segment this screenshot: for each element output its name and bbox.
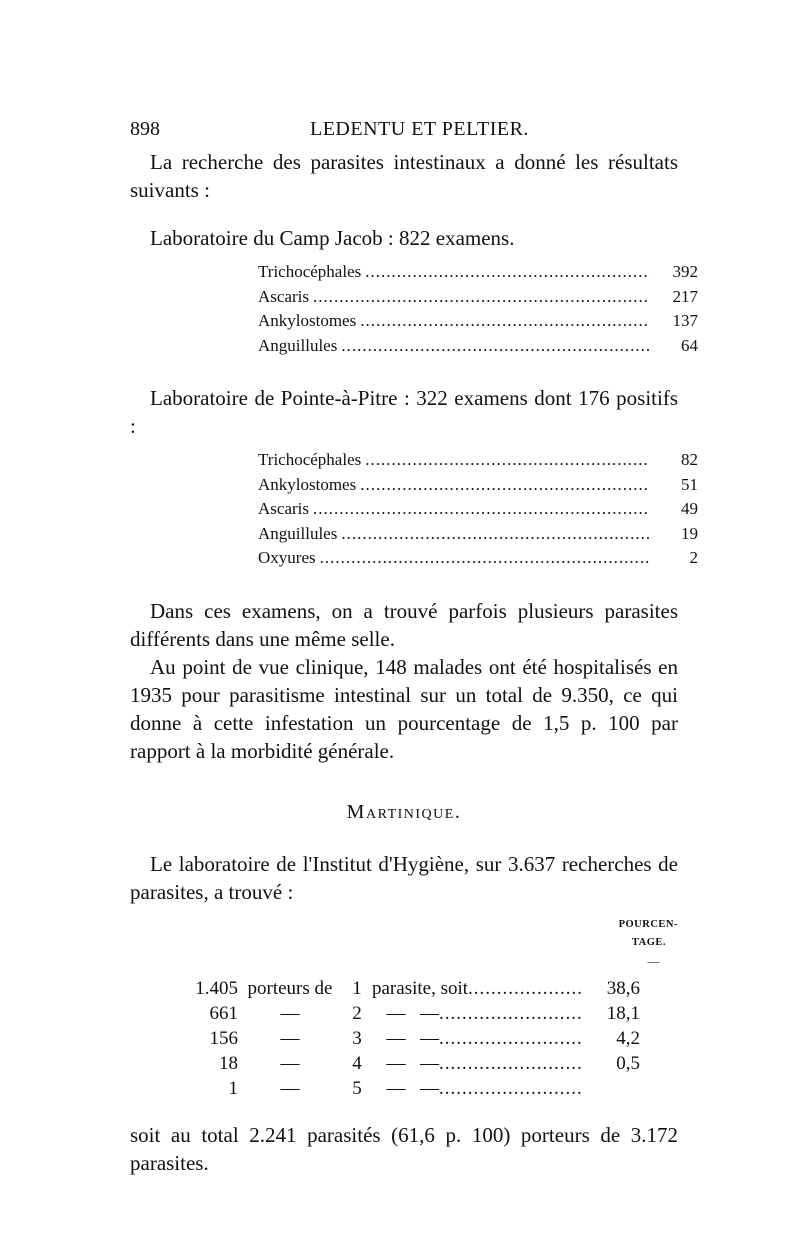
parasite-count: 19 [681, 523, 698, 543]
parasite-count: 392 [672, 262, 698, 281]
pct-header-line1: POURCEN- [618, 918, 678, 930]
lab2-row [258, 546, 698, 571]
leader-dots [313, 285, 650, 310]
leader-dots [313, 497, 650, 522]
percentage-value: 38,6 [606, 977, 640, 999]
parasite-number: 4 [352, 1052, 362, 1074]
parasite-number: 1 [352, 977, 362, 999]
leader-dots [360, 473, 650, 498]
carrier-count: 661 [209, 1002, 238, 1024]
leader-dots [341, 334, 650, 359]
intro-paragraph: La recherche des parasites intestinaux a donné les résultats suivants : [130, 150, 678, 202]
ditto-dash: — [420, 1027, 439, 1049]
lab2-table [258, 448, 698, 571]
martinique-row [190, 1001, 640, 1026]
parasite-number: 5 [352, 1077, 362, 1099]
leader-dots [439, 1053, 582, 1074]
lab1-row [258, 260, 698, 285]
leader-dots [360, 309, 650, 334]
parasite-count: 51 [681, 474, 698, 494]
martinique-row [190, 976, 640, 1001]
row-tail [420, 1051, 582, 1076]
parasite-name: Anguillules [258, 523, 338, 543]
closing-paragraph: soit au total 2.241 parasités (61,6 p. 100) porteurs de 3.172 parasites. [130, 1122, 678, 1175]
ditto-dash: — [280, 1077, 300, 1099]
lab2-row [258, 473, 698, 498]
carrier-count: 156 [209, 1027, 238, 1049]
ditto-dash: — [280, 1052, 300, 1074]
parasite-count: 137 [672, 311, 698, 330]
ditto-dash: — [386, 1077, 406, 1099]
martinique-table [190, 976, 640, 1101]
page-number: 898 [130, 118, 160, 140]
selle-paragraph: Dans ces examens, on a trouvé parfois plusieurs parasites différents dans une même selle. [130, 598, 678, 651]
parasite-count: 82 [681, 450, 698, 469]
parasite-count: 49 [681, 499, 698, 518]
percentage-value: 0,5 [616, 1052, 640, 1074]
percentage-value: 4,2 [616, 1027, 640, 1049]
ditto-dash: — [420, 1052, 439, 1074]
carrier-count: 1 [228, 1077, 238, 1099]
carrier-count: 1.405 [195, 977, 238, 999]
leader-dots [341, 522, 650, 547]
leader-dots [365, 448, 650, 473]
document-page [130, 118, 698, 1177]
parasite-number: 2 [352, 1002, 362, 1024]
pct-header-rule: — [647, 953, 660, 968]
martinique-row [190, 1026, 640, 1051]
parasite-name: Ascaris [258, 286, 309, 306]
lab2-row [258, 522, 698, 547]
tail-text: parasite, soit [372, 977, 469, 999]
parasite-count: 64 [681, 335, 698, 355]
parasite-name: Ankylostomes [258, 311, 357, 330]
clinical-paragraph: Au point de vue clinique, 148 malades ont été hospitalisés en 1935 pour parasitisme intestinal sur un total de 9.350, ce qui donne à cette infestation un pourcentage de 1,5 p. 100 par rapport à la morbidité générale. [130, 654, 678, 763]
leader-dots [439, 1078, 582, 1099]
institut-paragraph: Le laboratoire de l'Institut d'Hygiène, sur 3.637 recherches de parasites, a trouvé : [130, 851, 678, 904]
row-tail [420, 1026, 582, 1051]
running-title: LEDENTU ET PELTIER. [310, 118, 529, 140]
lab1-row [258, 309, 698, 334]
ditto-dash: — [386, 1052, 406, 1074]
ditto-dash: — [386, 1002, 406, 1024]
pct-header-line2: TAGE. [631, 936, 666, 948]
row-tail [372, 976, 582, 1001]
row-tail [420, 1001, 582, 1026]
parasite-name: Trichocéphales [258, 450, 362, 469]
lab1-title: Laboratoire du Camp Jacob : 822 examens. [150, 226, 515, 250]
parasite-name: Ascaris [258, 499, 309, 518]
parasite-name: Ankylostomes [258, 474, 357, 494]
leader-dots [439, 1003, 582, 1024]
percentage-column-header [130, 916, 678, 970]
parasite-name: Oxyures [258, 548, 316, 567]
parasite-name: Anguillules [258, 335, 338, 355]
martinique-row [190, 1051, 640, 1076]
row-tail [420, 1076, 582, 1101]
percentage-value: 18,1 [606, 1002, 640, 1024]
martinique-row [190, 1076, 640, 1101]
lab1-table [258, 260, 698, 358]
leader-dots [439, 1028, 582, 1049]
parasite-count: 217 [672, 286, 698, 306]
leader-dots [320, 546, 650, 571]
leader-dots [365, 260, 650, 285]
lab1-row [258, 285, 698, 310]
ditto-dash: — [386, 1027, 406, 1049]
lab2-row [258, 497, 698, 522]
ditto-dash: — [420, 1077, 439, 1099]
ditto-dash: — [280, 1027, 300, 1049]
leader-dots [468, 978, 582, 999]
lab2-title: Laboratoire de Pointe-à-Pitre : 322 examens dont 176 positifs : [130, 386, 678, 438]
parasite-count: 2 [689, 548, 698, 567]
lab1-row [258, 334, 698, 359]
carrier-count: 18 [219, 1052, 238, 1074]
carrier-label: porteurs de [247, 977, 333, 999]
section-title-martinique: Martinique. [346, 800, 462, 823]
ditto-dash: — [420, 1002, 439, 1024]
parasite-number: 3 [352, 1027, 362, 1049]
lab2-row [258, 448, 698, 473]
ditto-dash: — [280, 1002, 300, 1024]
page-header [130, 118, 678, 148]
parasite-name: Trichocéphales [258, 262, 362, 281]
